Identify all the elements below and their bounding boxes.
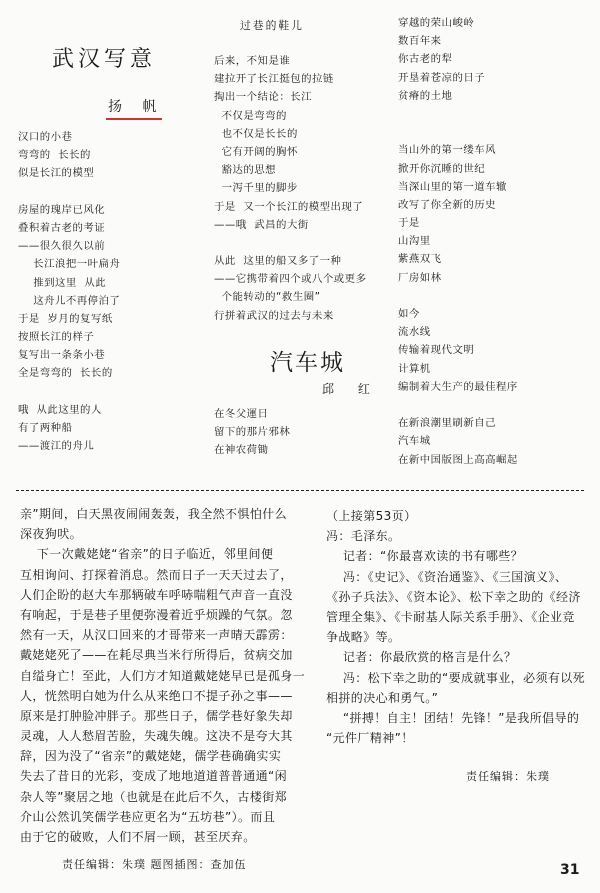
prose-line: 下一次戴姥姥“省亲”的日子临近，邻里间便 bbox=[20, 547, 274, 562]
verse-line: 当深山里的第一道车辙 bbox=[398, 180, 507, 193]
verse-line: 在新浪潮里刷新自己 bbox=[398, 417, 497, 430]
editor-credit-left: 责任编辑：朱璞 题图插图：查加伍 bbox=[62, 858, 247, 871]
verse-line: 一泻千里的脚步 bbox=[214, 182, 298, 195]
verse-line: 开垦着苍凉的日子 bbox=[398, 71, 486, 84]
prose-line: 然有一天，从汉口回来的才哥带来一声晴天霹雳： bbox=[20, 628, 293, 643]
verse-line: ——它携带着四个或八个或更多 bbox=[214, 273, 367, 286]
prose-line: 失去了昔日的光彩，变成了地地道道普普通通“闲 bbox=[20, 769, 288, 784]
section-title-shoes: 过巷的鞋儿 bbox=[240, 19, 304, 32]
verse-line: 穿越的荣山峻岭 bbox=[398, 17, 475, 29]
verse-line: ——渡江的舟儿 bbox=[18, 440, 95, 453]
editor-credit-right: 责任编辑：朱璞 bbox=[466, 770, 550, 783]
author-underline bbox=[106, 118, 162, 120]
prose-line: 自缢身亡！至此，人们方才知道戴姥姥早已是孤身一 bbox=[20, 668, 306, 683]
prose-line: 灵魂，人人愁眉苦脸，失魂失魄。这决不是夸大其 bbox=[20, 729, 293, 744]
verse-line: 掀开你沉睡的世纪 bbox=[398, 162, 486, 175]
verse-line: ——哦 武昌的大街 bbox=[214, 218, 309, 231]
prose-line: “元件厂精神”！ bbox=[326, 731, 414, 746]
prose-line: 介山公然讥笑儒学巷应更名为“五坊巷”）。而且 bbox=[20, 809, 276, 824]
verse-line: 行拼着武汉的过去与未来 bbox=[214, 309, 334, 322]
prose-line: 《孙子兵法》、《资本论》、松下幸之助的《经济 bbox=[326, 589, 581, 604]
verse-line: 于是 bbox=[398, 217, 420, 230]
verse-line: 在新中国版图上高高崛起 bbox=[398, 453, 518, 466]
prose-line: 由于它的破败，人们不屑一顾，甚至厌弃。 bbox=[20, 830, 256, 844]
verse-line: 数百年来 bbox=[398, 35, 442, 48]
verse-line: 这舟儿不再停泊了 bbox=[18, 294, 121, 307]
prose-line: 互相询问、打探着消息。然而日子一天天过去了， bbox=[20, 567, 293, 582]
verse-line: 建拉开了长江挺包的拉链 bbox=[214, 73, 334, 86]
verse-line: 弯弯的 长长的 bbox=[18, 149, 91, 162]
poem-title-wuhan: 武汉写意 bbox=[52, 47, 157, 72]
verse-line: 它有开阔的胸怀 bbox=[214, 145, 298, 158]
verse-line: ——很久很久以前 bbox=[18, 240, 106, 253]
section-divider bbox=[16, 490, 584, 491]
prose-line: 记者：你最欣赏的格言是什么？ bbox=[326, 650, 517, 665]
prose-line: 争战略》等。 bbox=[326, 630, 401, 645]
verse-line: 编制着大生产的最佳程序 bbox=[398, 380, 518, 393]
poem1-column-1 bbox=[18, 128, 208, 455]
prose-line: 亲”期间，白天黑夜闹闹轰轰，我全然不惧怕什么 bbox=[20, 507, 288, 521]
verse-line: 留下的那片邪林 bbox=[214, 426, 291, 439]
verse-line: 有了两种船 bbox=[18, 422, 73, 434]
prose-line: 原来是打肿脸冲胖子。那些日子，儒学巷好象失却 bbox=[20, 708, 293, 723]
verse-line: 房屋的瑰岸已风化 bbox=[18, 203, 106, 216]
verse-line: 也不仅是长长的 bbox=[214, 127, 298, 140]
verse-line: 改写了你全新的历史 bbox=[398, 198, 497, 211]
page-number: 31 bbox=[560, 862, 580, 878]
verse-line bbox=[18, 383, 208, 401]
verse-line bbox=[398, 396, 588, 414]
verse-line bbox=[214, 234, 400, 252]
poem1-column-2 bbox=[214, 52, 400, 325]
verse-line: 推到这里 从此 bbox=[18, 276, 107, 289]
verse-line: 贫瘠的土地 bbox=[398, 89, 453, 102]
prose-line: 人，恍然明白她为什么从来绝口不提子孙之事—— bbox=[20, 688, 293, 703]
verse-line: 山沟里 bbox=[398, 235, 431, 248]
verse-line: 叠积着古老的考证 bbox=[18, 221, 106, 234]
verse-line: 豁达的思想 bbox=[214, 164, 277, 177]
verse-line: 如今 bbox=[398, 308, 420, 320]
prose-line: 相拼的决心和勇气。” bbox=[326, 690, 439, 705]
verse-line: 个能转动的“救生圈” bbox=[214, 291, 321, 304]
poem-author-qiuhong: 邱 红 bbox=[322, 382, 380, 396]
prose-right-column bbox=[326, 506, 586, 748]
prose-line: 冯：《史记》、《资治通鉴》、《三国演义》、 bbox=[326, 569, 568, 584]
prose-line: 辞，因为没了“省亲”的戴姥姥，儒学巷确确实实 bbox=[20, 749, 282, 764]
prose-line: 杂人等”聚居之地（也就是在此后不久，古楼街郑 bbox=[20, 789, 288, 804]
verse-line bbox=[398, 287, 588, 305]
poem2-column-2 bbox=[214, 405, 394, 460]
verse-line: 在冬父運日 bbox=[214, 408, 269, 420]
prose-left-column bbox=[20, 504, 320, 847]
prose-line: 记者：“你最喜欢读的书有哪些？ bbox=[326, 549, 524, 564]
prose-line: 人们企盼的赵大车那辆破车呼哧喘粗气声音一直没 bbox=[20, 587, 293, 602]
verse-line: 传输着现代文明 bbox=[398, 344, 475, 357]
prose-line: 戴姥姥死了——在耗尽典当米行所得后，贫病交加 bbox=[20, 648, 293, 663]
verse-line: 计算机 bbox=[398, 362, 431, 375]
verse-line: 于是 又一个长江的模型出现了 bbox=[214, 200, 364, 213]
verse-line: 复写出一条条小巷 bbox=[18, 349, 106, 362]
verse-line: 你古老的犁 bbox=[398, 53, 453, 66]
verse-line: 于是 岁月的复写纸 bbox=[18, 312, 113, 325]
poem-author-yangfan: 扬 帆 bbox=[108, 99, 165, 115]
verse-line: 后来，不知是谁 bbox=[214, 55, 291, 67]
verse-line: 掏出一个结论：长江 bbox=[214, 91, 313, 104]
verse-line: 按照长江的样子 bbox=[18, 331, 95, 344]
verse-line: 厂房如林 bbox=[398, 271, 442, 284]
verse-line bbox=[398, 123, 588, 141]
verse-line: 长江浪把一叶扁舟 bbox=[18, 258, 121, 271]
poem2-column-3 bbox=[398, 14, 588, 469]
verse-line: 汽车城 bbox=[398, 435, 431, 448]
prose-line: 冯：毛泽东。 bbox=[326, 529, 401, 544]
verse-line: 汉口的小巷 bbox=[18, 131, 73, 143]
prose-line: “拼搏！自主！团结！先锋！”是我所倡导的 bbox=[326, 710, 580, 725]
poem-title-auto-city: 汽车城 bbox=[270, 350, 345, 376]
verse-line: 在神农荷锄 bbox=[214, 444, 269, 457]
verse-line: 全是弯弯的 长长的 bbox=[18, 367, 113, 380]
prose-line: （上接第53页） bbox=[326, 509, 417, 523]
prose-line: 管理全集》、《卡耐基人际关系手册》、《企业竞 bbox=[326, 609, 575, 624]
verse-line: 不仅是弯弯的 bbox=[214, 109, 287, 122]
prose-line: 冯：松下幸之助的“要成就事业，必须有以死 bbox=[326, 670, 586, 685]
verse-line: 从此 这里的船又多了一种 bbox=[214, 255, 342, 268]
prose-line: 有响起，于是巷子里便弥漫着近乎烦躁的气氛。忽 bbox=[20, 607, 293, 622]
verse-line bbox=[398, 105, 588, 123]
prose-line: 深夜狗吠。 bbox=[20, 527, 83, 542]
verse-line: 流水线 bbox=[398, 326, 431, 339]
verse-line: 似是长江的模型 bbox=[18, 167, 95, 180]
verse-line: 紫燕双飞 bbox=[398, 253, 442, 266]
verse-line bbox=[18, 183, 208, 201]
verse-line: 当山外的第一缕车风 bbox=[398, 144, 497, 157]
verse-line: 哦 从此这里的人 bbox=[18, 403, 102, 416]
